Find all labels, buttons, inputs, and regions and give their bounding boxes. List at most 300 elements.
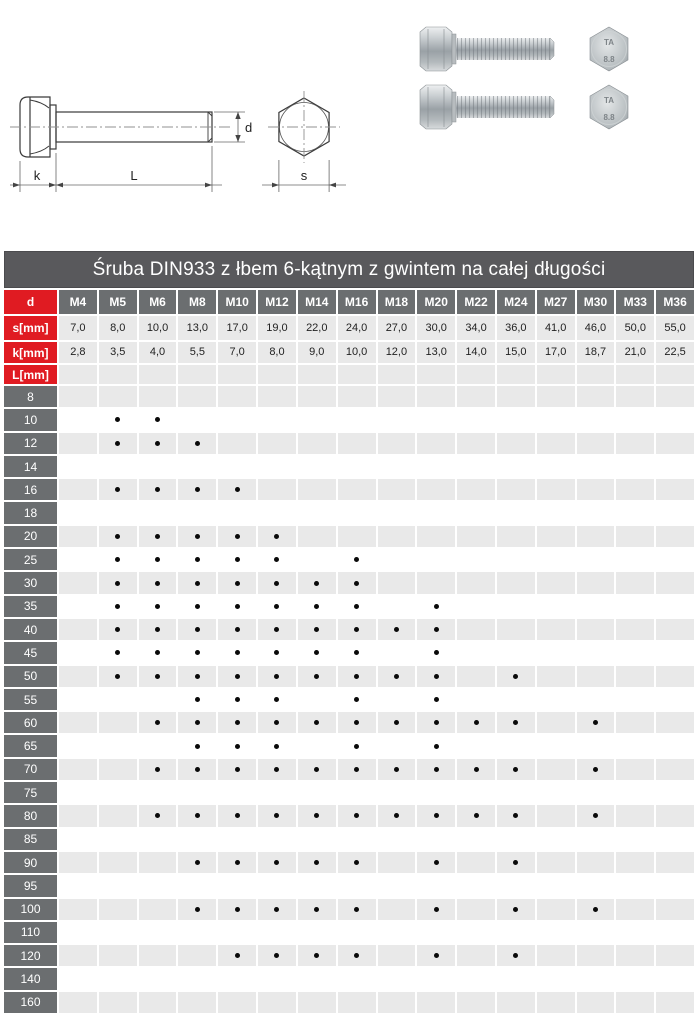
availability-cell bbox=[218, 852, 256, 873]
availability-dot bbox=[274, 534, 279, 539]
s-value: 7,0 bbox=[59, 316, 97, 340]
availability-cell bbox=[178, 433, 216, 454]
availability-dot bbox=[314, 953, 319, 958]
availability-dot bbox=[155, 557, 160, 562]
availability-cell bbox=[656, 572, 694, 593]
availability-cell bbox=[417, 456, 455, 477]
availability-cell bbox=[258, 829, 296, 850]
availability-cell bbox=[656, 689, 694, 710]
s-value: 17,0 bbox=[218, 316, 256, 340]
empty-cell bbox=[417, 365, 455, 384]
availability-cell bbox=[178, 526, 216, 547]
availability-cell bbox=[616, 433, 654, 454]
availability-dot bbox=[274, 650, 279, 655]
availability-cell bbox=[99, 712, 137, 733]
availability-cell bbox=[298, 805, 336, 826]
dim-d-label: d bbox=[245, 120, 253, 135]
availability-dot bbox=[434, 860, 439, 865]
length-label: 60 bbox=[4, 712, 57, 733]
k-value: 8,0 bbox=[258, 342, 296, 363]
availability-cell bbox=[139, 735, 177, 756]
availability-dot bbox=[195, 557, 200, 562]
availability-dot bbox=[155, 627, 160, 632]
availability-cell bbox=[577, 572, 615, 593]
availability-cell bbox=[457, 852, 495, 873]
availability-cell bbox=[457, 433, 495, 454]
availability-cell bbox=[577, 922, 615, 943]
availability-cell bbox=[457, 526, 495, 547]
availability-cell bbox=[178, 782, 216, 803]
empty-cell bbox=[59, 365, 97, 384]
availability-cell bbox=[258, 526, 296, 547]
availability-cell bbox=[656, 642, 694, 663]
availability-cell bbox=[258, 945, 296, 966]
availability-dot bbox=[474, 767, 479, 772]
availability-cell bbox=[59, 782, 97, 803]
availability-cell bbox=[616, 712, 654, 733]
availability-cell bbox=[537, 456, 575, 477]
length-label: 8 bbox=[4, 386, 57, 407]
length-label: 140 bbox=[4, 968, 57, 989]
availability-cell bbox=[656, 549, 694, 570]
k-value: 12,0 bbox=[378, 342, 416, 363]
availability-dot bbox=[115, 534, 120, 539]
length-label: 100 bbox=[4, 899, 57, 920]
availability-cell bbox=[338, 712, 376, 733]
availability-dot bbox=[513, 953, 518, 958]
availability-cell bbox=[99, 829, 137, 850]
availability-cell bbox=[457, 922, 495, 943]
availability-cell bbox=[656, 852, 694, 873]
availability-cell bbox=[59, 945, 97, 966]
availability-dot bbox=[513, 674, 518, 679]
availability-dot bbox=[274, 604, 279, 609]
arrowhead bbox=[205, 183, 212, 188]
availability-cell bbox=[457, 899, 495, 920]
availability-cell bbox=[99, 479, 137, 500]
availability-dot bbox=[274, 697, 279, 702]
availability-cell bbox=[577, 829, 615, 850]
availability-cell bbox=[378, 945, 416, 966]
availability-cell bbox=[59, 456, 97, 477]
availability-cell bbox=[99, 968, 137, 989]
s-value: 30,0 bbox=[417, 316, 455, 340]
availability-dot bbox=[235, 650, 240, 655]
availability-dot bbox=[354, 674, 359, 679]
availability-cell bbox=[616, 968, 654, 989]
availability-cell bbox=[537, 945, 575, 966]
availability-cell bbox=[59, 875, 97, 896]
availability-cell bbox=[178, 968, 216, 989]
diameter-header: M27 bbox=[537, 290, 575, 314]
bolt-photo-side-1 bbox=[420, 27, 554, 71]
availability-cell bbox=[178, 666, 216, 687]
availability-cell bbox=[338, 572, 376, 593]
k-value: 17,0 bbox=[537, 342, 575, 363]
availability-cell bbox=[417, 712, 455, 733]
availability-cell bbox=[59, 992, 97, 1013]
availability-dot bbox=[394, 767, 399, 772]
availability-dot bbox=[434, 650, 439, 655]
availability-cell bbox=[139, 619, 177, 640]
availability-dot bbox=[314, 581, 319, 586]
availability-cell bbox=[338, 456, 376, 477]
availability-cell bbox=[656, 875, 694, 896]
availability-cell bbox=[258, 479, 296, 500]
availability-cell bbox=[99, 922, 137, 943]
availability-cell bbox=[59, 479, 97, 500]
availability-cell bbox=[378, 526, 416, 547]
availability-cell bbox=[537, 386, 575, 407]
length-label: 16 bbox=[4, 479, 57, 500]
availability-cell bbox=[457, 572, 495, 593]
availability-cell bbox=[178, 619, 216, 640]
availability-cell bbox=[218, 456, 256, 477]
availability-cell bbox=[457, 805, 495, 826]
availability-dot bbox=[593, 907, 598, 912]
availability-cell bbox=[139, 666, 177, 687]
availability-cell bbox=[59, 805, 97, 826]
availability-cell bbox=[378, 712, 416, 733]
availability-dot bbox=[593, 720, 598, 725]
availability-cell bbox=[218, 922, 256, 943]
availability-cell bbox=[577, 689, 615, 710]
bolt-photo-side-2 bbox=[420, 85, 554, 129]
availability-cell bbox=[258, 386, 296, 407]
availability-cell bbox=[258, 666, 296, 687]
availability-cell bbox=[218, 689, 256, 710]
availability-cell bbox=[577, 386, 615, 407]
availability-cell bbox=[59, 526, 97, 547]
availability-cell bbox=[457, 619, 495, 640]
availability-cell bbox=[417, 526, 455, 547]
availability-cell bbox=[218, 433, 256, 454]
availability-cell bbox=[616, 782, 654, 803]
length-label: 110 bbox=[4, 922, 57, 943]
availability-cell bbox=[497, 735, 535, 756]
availability-cell bbox=[378, 735, 416, 756]
availability-cell bbox=[497, 782, 535, 803]
availability-cell bbox=[378, 572, 416, 593]
availability-dot bbox=[513, 720, 518, 725]
availability-dot bbox=[195, 581, 200, 586]
availability-dot bbox=[195, 604, 200, 609]
availability-cell bbox=[258, 642, 296, 663]
k-row-label: k[mm] bbox=[4, 342, 57, 363]
k-value: 15,0 bbox=[497, 342, 535, 363]
availability-cell bbox=[497, 992, 535, 1013]
availability-cell bbox=[338, 759, 376, 780]
availability-dot bbox=[115, 441, 120, 446]
availability-cell bbox=[338, 735, 376, 756]
availability-cell bbox=[417, 875, 455, 896]
availability-dot bbox=[155, 534, 160, 539]
availability-dot bbox=[434, 953, 439, 958]
k-value: 10,0 bbox=[338, 342, 376, 363]
availability-cell bbox=[139, 712, 177, 733]
availability-cell bbox=[298, 572, 336, 593]
s-value: 27,0 bbox=[378, 316, 416, 340]
s-row-label: s[mm] bbox=[4, 316, 57, 340]
availability-cell bbox=[178, 502, 216, 523]
k-value: 22,5 bbox=[656, 342, 694, 363]
availability-cell bbox=[577, 596, 615, 617]
availability-cell bbox=[178, 456, 216, 477]
availability-dot bbox=[354, 697, 359, 702]
length-label: 85 bbox=[4, 829, 57, 850]
availability-dot bbox=[235, 953, 240, 958]
availability-cell bbox=[218, 805, 256, 826]
availability-cell bbox=[616, 456, 654, 477]
availability-cell bbox=[417, 899, 455, 920]
availability-cell bbox=[537, 689, 575, 710]
availability-cell bbox=[497, 852, 535, 873]
availability-dot bbox=[274, 744, 279, 749]
availability-cell bbox=[378, 409, 416, 430]
availability-cell bbox=[497, 875, 535, 896]
k-value: 7,0 bbox=[218, 342, 256, 363]
s-value: 19,0 bbox=[258, 316, 296, 340]
availability-cell bbox=[258, 875, 296, 896]
availability-cell bbox=[378, 922, 416, 943]
diameter-header: M24 bbox=[497, 290, 535, 314]
diameter-header: M5 bbox=[99, 290, 137, 314]
availability-cell bbox=[417, 945, 455, 966]
availability-dot bbox=[314, 813, 319, 818]
availability-cell bbox=[656, 479, 694, 500]
availability-cell bbox=[298, 875, 336, 896]
availability-cell bbox=[378, 479, 416, 500]
empty-cell bbox=[577, 365, 615, 384]
availability-cell bbox=[139, 596, 177, 617]
availability-cell bbox=[59, 759, 97, 780]
availability-cell bbox=[218, 712, 256, 733]
availability-cell bbox=[457, 992, 495, 1013]
availability-cell bbox=[139, 759, 177, 780]
diameter-header: M14 bbox=[298, 290, 336, 314]
availability-cell bbox=[378, 386, 416, 407]
availability-cell bbox=[178, 922, 216, 943]
availability-cell bbox=[178, 805, 216, 826]
empty-cell bbox=[258, 365, 296, 384]
availability-cell bbox=[616, 479, 654, 500]
availability-cell bbox=[99, 456, 137, 477]
availability-cell bbox=[338, 409, 376, 430]
availability-cell bbox=[99, 689, 137, 710]
availability-cell bbox=[178, 992, 216, 1013]
availability-cell bbox=[417, 502, 455, 523]
availability-dot bbox=[115, 627, 120, 632]
table-title: Śruba DIN933 z łbem 6-kątnym z gwintem na całej długości bbox=[4, 251, 694, 288]
availability-dot bbox=[274, 557, 279, 562]
availability-cell bbox=[378, 899, 416, 920]
availability-dot bbox=[354, 744, 359, 749]
availability-dot bbox=[235, 534, 240, 539]
availability-cell bbox=[378, 759, 416, 780]
availability-dot bbox=[593, 813, 598, 818]
availability-cell bbox=[577, 945, 615, 966]
availability-cell bbox=[417, 642, 455, 663]
length-label: 40 bbox=[4, 619, 57, 640]
availability-cell bbox=[178, 712, 216, 733]
availability-cell bbox=[258, 735, 296, 756]
availability-cell bbox=[258, 922, 296, 943]
s-value: 13,0 bbox=[178, 316, 216, 340]
availability-cell bbox=[457, 782, 495, 803]
availability-cell bbox=[656, 433, 694, 454]
s-value: 46,0 bbox=[577, 316, 615, 340]
availability-cell bbox=[457, 968, 495, 989]
availability-cell bbox=[577, 852, 615, 873]
availability-cell bbox=[59, 666, 97, 687]
availability-cell bbox=[497, 805, 535, 826]
availability-dot bbox=[195, 907, 200, 912]
availability-cell bbox=[59, 922, 97, 943]
availability-cell bbox=[338, 922, 376, 943]
availability-cell bbox=[616, 502, 654, 523]
availability-dot bbox=[274, 953, 279, 958]
availability-cell bbox=[616, 805, 654, 826]
availability-cell bbox=[178, 829, 216, 850]
availability-dot bbox=[354, 907, 359, 912]
availability-dot bbox=[354, 953, 359, 958]
availability-dot bbox=[314, 604, 319, 609]
availability-cell bbox=[577, 433, 615, 454]
length-label: 120 bbox=[4, 945, 57, 966]
availability-cell bbox=[258, 992, 296, 1013]
availability-cell bbox=[258, 968, 296, 989]
availability-cell bbox=[457, 666, 495, 687]
availability-cell bbox=[178, 945, 216, 966]
availability-cell bbox=[577, 712, 615, 733]
availability-cell bbox=[218, 829, 256, 850]
availability-cell bbox=[378, 433, 416, 454]
availability-dot bbox=[195, 650, 200, 655]
empty-cell bbox=[616, 365, 654, 384]
availability-cell bbox=[417, 666, 455, 687]
availability-cell bbox=[218, 899, 256, 920]
availability-cell bbox=[537, 572, 575, 593]
availability-cell bbox=[497, 899, 535, 920]
availability-cell bbox=[497, 549, 535, 570]
availability-dot bbox=[434, 697, 439, 702]
s-value: 8,0 bbox=[99, 316, 137, 340]
availability-cell bbox=[577, 805, 615, 826]
availability-cell bbox=[298, 945, 336, 966]
availability-dot bbox=[195, 627, 200, 632]
availability-dot bbox=[235, 487, 240, 492]
availability-dot bbox=[195, 744, 200, 749]
availability-dot bbox=[274, 813, 279, 818]
availability-cell bbox=[218, 479, 256, 500]
availability-dot bbox=[274, 907, 279, 912]
availability-cell bbox=[616, 386, 654, 407]
availability-cell bbox=[258, 596, 296, 617]
length-label: 10 bbox=[4, 409, 57, 430]
availability-cell bbox=[417, 968, 455, 989]
availability-cell bbox=[577, 642, 615, 663]
availability-cell bbox=[99, 433, 137, 454]
availability-dot bbox=[274, 674, 279, 679]
availability-cell bbox=[99, 572, 137, 593]
availability-cell bbox=[378, 829, 416, 850]
availability-dot bbox=[155, 674, 160, 679]
availability-dot bbox=[155, 604, 160, 609]
head-marking-grade: 8.8 bbox=[603, 113, 615, 122]
diameter-header: M8 bbox=[178, 290, 216, 314]
availability-cell bbox=[298, 968, 336, 989]
availability-cell bbox=[537, 433, 575, 454]
availability-cell bbox=[218, 619, 256, 640]
availability-cell bbox=[417, 759, 455, 780]
availability-cell bbox=[497, 596, 535, 617]
availability-cell bbox=[258, 759, 296, 780]
length-label: 50 bbox=[4, 666, 57, 687]
availability-cell bbox=[59, 642, 97, 663]
availability-cell bbox=[616, 945, 654, 966]
availability-cell bbox=[338, 666, 376, 687]
availability-cell bbox=[537, 899, 575, 920]
empty-cell bbox=[338, 365, 376, 384]
availability-dot bbox=[195, 860, 200, 865]
availability-cell bbox=[497, 829, 535, 850]
availability-cell bbox=[218, 526, 256, 547]
availability-cell bbox=[178, 596, 216, 617]
availability-cell bbox=[577, 526, 615, 547]
empty-cell bbox=[298, 365, 336, 384]
availability-dot bbox=[115, 487, 120, 492]
availability-cell bbox=[59, 968, 97, 989]
availability-dot bbox=[195, 674, 200, 679]
availability-dot bbox=[354, 767, 359, 772]
availability-cell bbox=[99, 619, 137, 640]
availability-dot bbox=[434, 744, 439, 749]
availability-cell bbox=[537, 502, 575, 523]
availability-dot bbox=[474, 813, 479, 818]
availability-cell bbox=[139, 782, 177, 803]
availability-cell bbox=[656, 409, 694, 430]
availability-dot bbox=[474, 720, 479, 725]
availability-cell bbox=[218, 875, 256, 896]
availability-cell bbox=[616, 409, 654, 430]
availability-cell bbox=[537, 666, 575, 687]
availability-dot bbox=[394, 720, 399, 725]
availability-cell bbox=[218, 968, 256, 989]
availability-cell bbox=[258, 689, 296, 710]
availability-cell bbox=[59, 549, 97, 570]
availability-dot bbox=[115, 650, 120, 655]
availability-cell bbox=[457, 386, 495, 407]
availability-cell bbox=[298, 689, 336, 710]
technical-drawing bbox=[5, 5, 350, 245]
availability-cell bbox=[298, 642, 336, 663]
availability-cell bbox=[338, 433, 376, 454]
s-value: 55,0 bbox=[656, 316, 694, 340]
availability-cell bbox=[577, 549, 615, 570]
availability-cell bbox=[378, 456, 416, 477]
availability-cell bbox=[258, 456, 296, 477]
availability-cell bbox=[616, 759, 654, 780]
availability-cell bbox=[258, 619, 296, 640]
product-photos bbox=[410, 15, 660, 130]
availability-dot bbox=[235, 604, 240, 609]
availability-cell bbox=[577, 479, 615, 500]
availability-cell bbox=[59, 619, 97, 640]
availability-cell bbox=[258, 572, 296, 593]
availability-cell bbox=[139, 829, 177, 850]
availability-cell bbox=[497, 433, 535, 454]
availability-dot bbox=[235, 627, 240, 632]
